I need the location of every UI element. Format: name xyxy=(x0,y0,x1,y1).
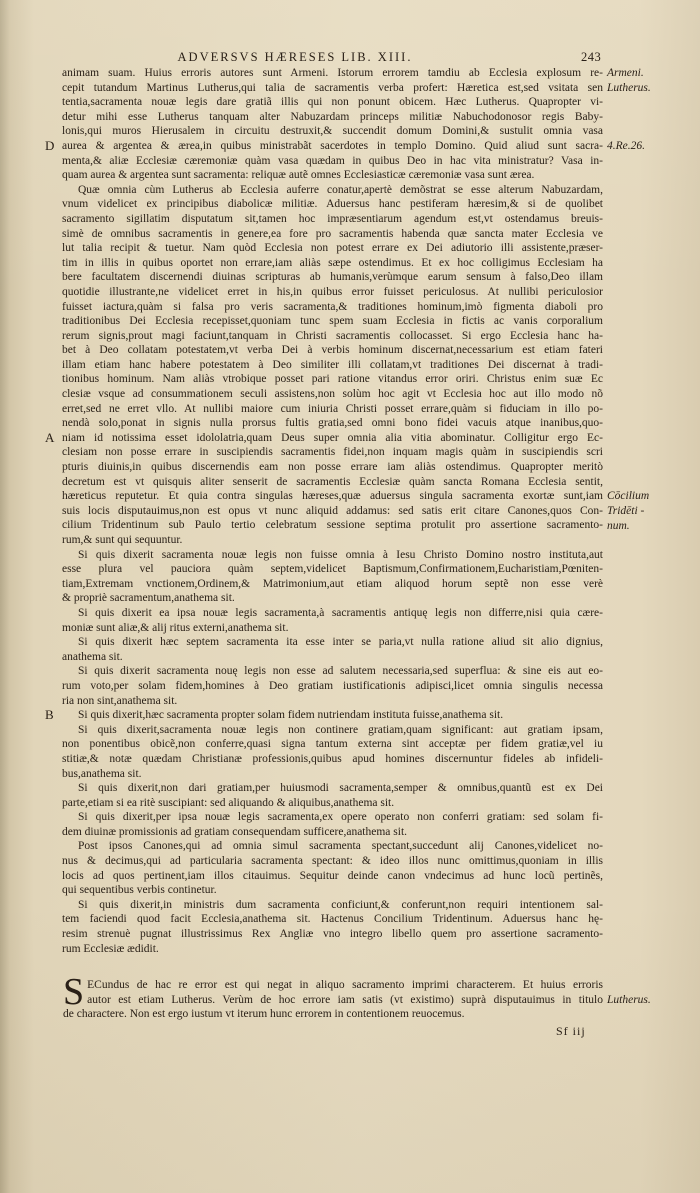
paragraph xyxy=(62,898,603,956)
text-line: Si quis dixerit,non dari gratiam,per huiusmodi sacramenta,semper & omnibus,quantũ est ex Dei xyxy=(78,782,603,795)
text-line: Si quis dixerit,in ministris dum sacramenta conficiunt,& conferunt,non requiri intentionem sal- xyxy=(78,898,603,911)
text-line: locis ad quos pertinent,iam illos citauimus. Sequitur deinde canon vndecimus ad hunc locũ pertinẽs, xyxy=(62,869,603,882)
signature-mark: Sf iij xyxy=(556,1024,586,1038)
text-line: decretum est vt quisquis aliter senserit de sacramentis Ecclesiæ quàm sancta Romana Ecclesia sentit, xyxy=(62,475,603,488)
text-line: Post ipsos Canones,qui ad omnia simul sacramenta spectant,succedunt alij Canones,videlicet no- xyxy=(78,840,603,853)
paragraph xyxy=(62,548,603,606)
margin-note-scripture-reference: 4.Re.26. xyxy=(607,140,646,152)
second-error-section xyxy=(63,971,603,1022)
margin-note-armeni: Armeni. xyxy=(607,67,644,79)
text-line: suis locis disputauimus,non est opus vt nunc aliquid addamus: sed satis erit citare Canones,quos Con- xyxy=(62,504,603,517)
text-line: Si quis dixerit sacramenta nouæ legis non fuisse omnia à Iesu Christo Domino nostro instituta,aut xyxy=(78,548,603,561)
text-line: resim strenuè pugnat illustrissimus Rex Angliæ vno integro libello quem pro assertione sacramento- xyxy=(62,928,603,941)
text-line: tentia,sacramenta nouæ legis dare gratiã illis qui non ponunt obicem. Hæc Lutherus. Quapropter vi- xyxy=(62,96,603,109)
text-line: nus & decimus,qui ad particularia sacramenta spectant: & ideo illos nunc omittimus,quoniam in illis xyxy=(62,855,603,868)
text-line: moniæ sunt aliæ,& alij ritus externi,anathema sit. xyxy=(62,621,289,634)
paragraph xyxy=(62,183,603,548)
text-line: ria non sint,anathema sit. xyxy=(62,694,178,707)
text-line: detur mihi esse Lutherus tanquam alter Nabuzardam princeps militiæ Nabuchodonosor regis Baby- xyxy=(62,110,603,123)
text-line: anathema sit. xyxy=(62,650,123,663)
text-line: nendà solo,ponat in signis nulla prorsus fultis gratia,sed omni bono fidei vacuis atque inanibus,quo- xyxy=(62,417,603,430)
margin-note-lutherus-bottom: Lutherus. xyxy=(607,994,651,1006)
margin-note-num: num. xyxy=(607,519,630,532)
text-line: clesiæ vsque ad consummationem seculi assistens,non solùm hoc agit vt Ecclesia hoc aut illo modo nõ xyxy=(62,388,603,401)
text-line: qui sequentibus verbis continetur. xyxy=(62,884,217,897)
drop-cap-initial: S xyxy=(63,971,85,1013)
paragraph xyxy=(62,606,603,635)
text-line: Si quis dixerit hæc septem sacramenta ita esse inter se paria,vt nulla ratione aliud sit alio dignius, xyxy=(78,636,603,649)
text-line: Si quis dixerit,hæc sacramenta propter solam fidem nutriendam instituta fuisse,anathema sit. xyxy=(78,709,504,722)
text-line: de charactere. Non est ergo iustum vt iterum hunc errorem in contentionem reuocemus. xyxy=(63,1008,465,1021)
text-line: parte,etiam si ea ritè suscipiant: sed aliquando & aliquibus,anathema sit. xyxy=(62,796,395,809)
text-line: pturis diuinis,in quibus discernendis eam non posse errare iam aliàs ostendimus. Quapropter meritò xyxy=(62,461,603,474)
text-line: Quæ omnia cùm Lutherus ab Ecclesia auferre conatur,apertè demõstrat se esse alterum Nabuzardam, xyxy=(78,183,603,196)
page-number: 243 xyxy=(581,50,602,64)
margin-note-concilium: Cōcilium xyxy=(607,490,650,503)
text-line: tem faciendi quod facit Ecclesia,anathema sit. Hactenus Concilium Tridentinum. Aduersus hanc hę- xyxy=(62,913,603,926)
text-line: quotidie illustrante,ne videlicet erret in his,in quibus error fuisset periculosus. At nullibi periculosior xyxy=(62,285,603,298)
running-head: ADVERSVS HÆRESES LIB. XIII. xyxy=(177,50,413,64)
paragraph xyxy=(62,664,603,708)
text-line: lonis,qui muros Hierusalem in circuitu destruxit,& succendit domum Domini,& sustulit omnia vasa xyxy=(62,125,603,138)
text-line: simè de omnibus sacramentis in genere,ea fore pro sacramentis habenda quæ sancta mater Ecclesia ve xyxy=(62,227,603,240)
text-line: menta,& aliæ Ecclesiæ cæremoniæ quàm vasa quædam in quibus Deo in hac vita ministratur? Vasa in- xyxy=(62,154,603,167)
main-text-block xyxy=(62,66,603,956)
text-line: bet à Deo collatam potestatem,vt verba Dei à verbis hominum discernat,necessarium est etiam fateri xyxy=(62,344,603,357)
text-line: & propriè sacramentum,anathema sit. xyxy=(62,592,235,605)
text-line: esse plura vel pauciora quàm septem,videlicet Baptismum,Confirmationem,Eucharistiam,Pœniten- xyxy=(62,563,603,576)
section-marker-d: D xyxy=(45,138,55,153)
paragraph xyxy=(62,839,603,897)
text-line: Si quis dixerit,sacramenta nouæ legis non continere gratiam,quam significant: aut gratiam ipsam, xyxy=(78,723,603,736)
text-line: tionibus hominum. Nam aliàs vtrobique posset pari ratione vitandus error oriri. Christus enim suæ Ec xyxy=(62,373,603,386)
text-line: erret,sed ne erret vllo. At nullibi maiore cum iniuria Christi posset errare,quàm si fiduciam in illo po- xyxy=(62,402,603,415)
paragraph xyxy=(62,635,603,664)
text-line: quam aurea & argentea sunt sacramenta: reliquæ autẽ omnes Ecclesiasticæ cæremoniæ vasa sunt ærea. xyxy=(62,169,535,182)
text-line: niam id notissima esset idololatria,quam Deus super omnia alia vitia abominatur. Colligitur ergo Ec- xyxy=(62,431,603,444)
text-line: rum voto,per solam fidem,homines à Deo gratiam iustificationis adipisci,licet omnia singulis necessa xyxy=(62,679,603,692)
text-line: illam etiam hanc habere potestatem à Deo similiter illi collatam,vt traditiones Dei discernat à tradi- xyxy=(62,358,603,371)
paragraph xyxy=(62,66,603,183)
text-line: autor est etiam Lutherus. Verùm de hoc errore iam satis (vt existimo) suprà disputauimus in titulo xyxy=(87,993,603,1006)
text-line: bus,anathema sit. xyxy=(62,767,142,780)
text-line: dem diuinæ promissionis ad gratiam consequendam sufficere,anathema sit. xyxy=(62,825,408,838)
paragraph xyxy=(62,723,603,781)
text-line: rerum signis,prout magi faciunt,tanquam in Christi sacramentis collocasset. Si ergo Ecclesia hanc ha- xyxy=(62,329,603,342)
text-line: tiam,Extremam vnctionem,Ordinem,& Matrimonium,aut etiam aliquod horum septẽ non esse verè xyxy=(62,577,603,590)
text-line: aurea & argentea & ærea,in quibus ministrabãt sacerdotes in templo Domino. Quid aliud sunt sacra- xyxy=(62,139,603,152)
text-line: hæreticus reputetur. Et quia contra singulas hæreses,quæ aduersus singula sacramenta exortæ sunt,iam xyxy=(62,490,603,503)
text-line: cilium Tridentinum sub Paulo tertio celebratum sessione septima protulit pro assertione sacramento- xyxy=(62,519,603,532)
text-line: sacramento sigillatim disputatum sit,tamen hoc impræsentiarum agendum est,vt ostendamus breuis- xyxy=(62,212,603,225)
text-line: Si quis dixerit sacramenta nouę legis non esse ad salutem necessaria,sed superflua: & sine eis aut eo- xyxy=(78,665,603,678)
margin-note-lutherus: Lutherus. xyxy=(607,81,651,94)
margin-note-tridentini: Tridēti - xyxy=(607,505,645,517)
text-line: non ponentibus obicẽ,non conferre,quasi signa tantum externa sint acceptæ per fidem gratiæ,vel iu xyxy=(62,738,603,751)
text-line: lut talia recipit & tuetur. Nam quòd Ecclesia non potest errare ex Dei adiutorio illi assistente,præser- xyxy=(62,242,603,255)
text-line: vnum videlicet ex principibus diabolicæ militiæ. Aduersus hanc pestiferam hæresim,& si de quolibet xyxy=(62,198,603,211)
text-line: fuisset iactura,quàm si falsa pro veris sacramenta,& traditiones hominum,imò figmenta diaboli pro xyxy=(62,300,603,313)
text-line: rum,& sunt qui sequuntur. xyxy=(62,534,183,546)
paragraph xyxy=(62,781,603,810)
text-line: traditionibus Dei Ecclesia recepisset,quoniam tunc spem suam Ecclesia in fictis ac vanis corporalium xyxy=(62,315,603,328)
paragraph xyxy=(62,708,603,723)
text-line: rum Ecclesiæ ædidit. xyxy=(62,942,159,955)
text-line: animam suam. Huius erroris autores sunt Armeni. Istorum errorem tamdiu ab Ecclesia explosum re- xyxy=(62,67,603,79)
text-line: ECundus de hac re error est qui negat in aliquo sacramento imprimi characterem. Et huius erroris xyxy=(87,979,603,991)
paragraph xyxy=(62,810,603,839)
text-line: cepit tutandum Martinus Lutherus,qui talia de sacramentis verba profert: Hæretica est,sed vsitata sen xyxy=(62,81,603,94)
text-line: Si quis dixerit ea ipsa nouæ legis sacramenta,à sacramentis antiquę legis non differre,nisi quia cære- xyxy=(78,606,603,619)
text-line: tim in illis in quibus oportet non errare,iam aliàs sæpe ostendimus. Et ex hoc colligimus Ecclesiam ha xyxy=(62,256,603,269)
section-marker-a: A xyxy=(45,430,55,445)
text-line: clesiam non posse errare in suscipiendis sacramentis fidei,non inquam magis quàm in suscipiendis scri xyxy=(62,446,603,459)
text-line: stitiæ,& notæ quædam Christianæ professionis,quibus apud homines discernuntur fideles ab infideli- xyxy=(62,752,603,765)
text-line: Si quis dixerit,per ipsa nouæ legis sacramenta,ex opere operato non conferri gratiam: sed solam fi- xyxy=(78,811,603,824)
text-line: bere facultatem discernendi diuinas scripturas ab humanis,verùmque earum sensum à falso,Deo illam xyxy=(62,271,603,284)
section-marker-b: B xyxy=(45,707,54,723)
